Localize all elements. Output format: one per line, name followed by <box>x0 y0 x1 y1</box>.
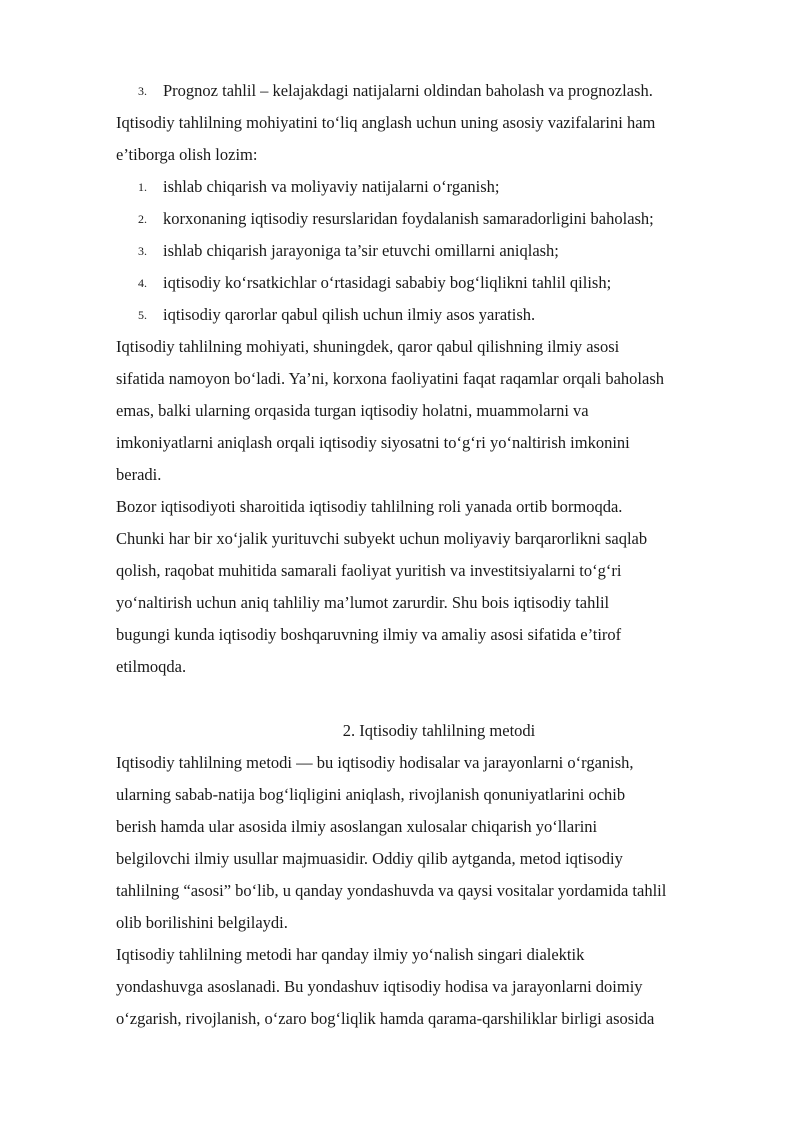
text-line: emas, balki ularning orqasida turgan iqtisodiy holatni, muammolarni va <box>116 401 589 420</box>
blank-line <box>116 683 746 715</box>
document-page <box>116 75 746 1035</box>
paragraph-1 <box>116 331 746 491</box>
list-item-number: 2. <box>138 212 147 226</box>
list-item <box>116 171 746 203</box>
list-item <box>116 235 746 267</box>
text-line: Bozor iqtisodiyoti sharoitida iqtisodiy tahlilning roli yanada ortib bormoqda. <box>116 497 623 516</box>
text-line: Iqtisodiy tahlilning mohiyati, shuningdek, qaror qabul qilishning ilmiy asosi <box>116 337 620 356</box>
text-line: o‘zgarish, rivojlanish, o‘zaro bog‘liqlik hamda qarama-qarshiliklar birligi asosida <box>116 1009 655 1028</box>
text-line: berish hamda ular asosida ilmiy asoslangan xulosalar chiqarish yo‘llarini <box>116 817 598 836</box>
text-line: olib borilishini belgilaydi. <box>116 913 288 932</box>
list-item <box>116 267 746 299</box>
tasks-list <box>116 171 746 331</box>
list-item-text: iqtisodiy ko‘rsatkichlar o‘rtasidagi sababiy bog‘liqlikni tahlil qilish; <box>163 273 612 292</box>
list-item-number: 4. <box>138 276 147 290</box>
paragraph-4 <box>116 939 746 1035</box>
list-item <box>116 203 746 235</box>
text-line: beradi. <box>116 465 162 484</box>
text-line: sifatida namoyon bo‘ladi. Ya’ni, korxona faoliyatini faqat raqamlar orqali baholash <box>116 369 665 388</box>
text-line: etilmoqda. <box>116 657 187 676</box>
list-item-number: 1. <box>138 180 147 194</box>
text-line: bugungi kunda iqtisodiy boshqaruvning ilmiy va amaliy asosi sifatida e’tirof <box>116 625 622 644</box>
list-item-text: korxonaning iqtisodiy resurslaridan foydalanish samaradorligini baholash; <box>163 209 654 228</box>
prognosis-list <box>116 75 746 107</box>
list-item-text: ishlab chiqarish jarayoniga ta’sir etuvchi omillarni aniqlash; <box>163 241 559 260</box>
section-heading: 2. Iqtisodiy tahlilning metodi <box>342 721 536 740</box>
list-item-number: 5. <box>138 308 147 322</box>
paragraph-3 <box>116 747 746 939</box>
text-line: imkoniyatlarni aniqlash orqali iqtisodiy siyosatni to‘g‘ri yo‘naltirish imkonini <box>116 433 630 452</box>
text-line: Iqtisodiy tahlilning metodi — bu iqtisodiy hodisalar va jarayonlarni o‘rganish, <box>116 753 634 772</box>
list-item-text: Prognoz tahlil – kelajakdagi natijalarni oldindan baholash va prognozlash. <box>163 81 653 100</box>
paragraph-2 <box>116 491 746 683</box>
text-line: Iqtisodiy tahlilning mohiyatini to‘liq anglash uchun uning asosiy vazifalarini ham <box>116 113 656 132</box>
text-line: Iqtisodiy tahlilning metodi har qanday ilmiy yo‘nalish singari dialektik <box>116 945 585 964</box>
text-line: qolish, raqobat muhitida samarali faoliyat yuritish va investitsiyalarni to‘g‘ri <box>116 561 622 580</box>
paragraph-intro <box>116 107 746 171</box>
text-line: ularning sabab-natija bog‘liqligini aniqlash, rivojlanish qonuniyatlarini ochib <box>116 785 626 804</box>
list-item-text: ishlab chiqarish va moliyaviy natijalarni o‘rganish; <box>163 177 500 196</box>
text-line: belgilovchi ilmiy usullar majmuasidir. Oddiy qilib aytganda, metod iqtisodiy <box>116 849 623 868</box>
text-line: yo‘naltirish uchun aniq tahliliy ma’lumot zarurdir. Shu bois iqtisodiy tahlil <box>116 593 610 612</box>
list-item-number: 3. <box>138 84 147 98</box>
list-item <box>116 299 746 331</box>
list-item <box>116 75 746 107</box>
list-item-text: iqtisodiy qarorlar qabul qilish uchun ilmiy asos yaratish. <box>163 305 536 324</box>
text-line: yondashuvga asoslanadi. Bu yondashuv iqtisodiy hodisa va jarayonlarni doimiy <box>116 977 643 996</box>
text-line: e’tiborga olish lozim: <box>116 145 258 164</box>
text-line: Chunki har bir xo‘jalik yurituvchi subyekt uchun moliyaviy barqarorlikni saqlab <box>116 529 648 548</box>
list-item-number: 3. <box>138 244 147 258</box>
text-line: tahlilning “asosi” bo‘lib, u qanday yondashuvda va qaysi vositalar yordamida tahlil <box>116 881 667 900</box>
